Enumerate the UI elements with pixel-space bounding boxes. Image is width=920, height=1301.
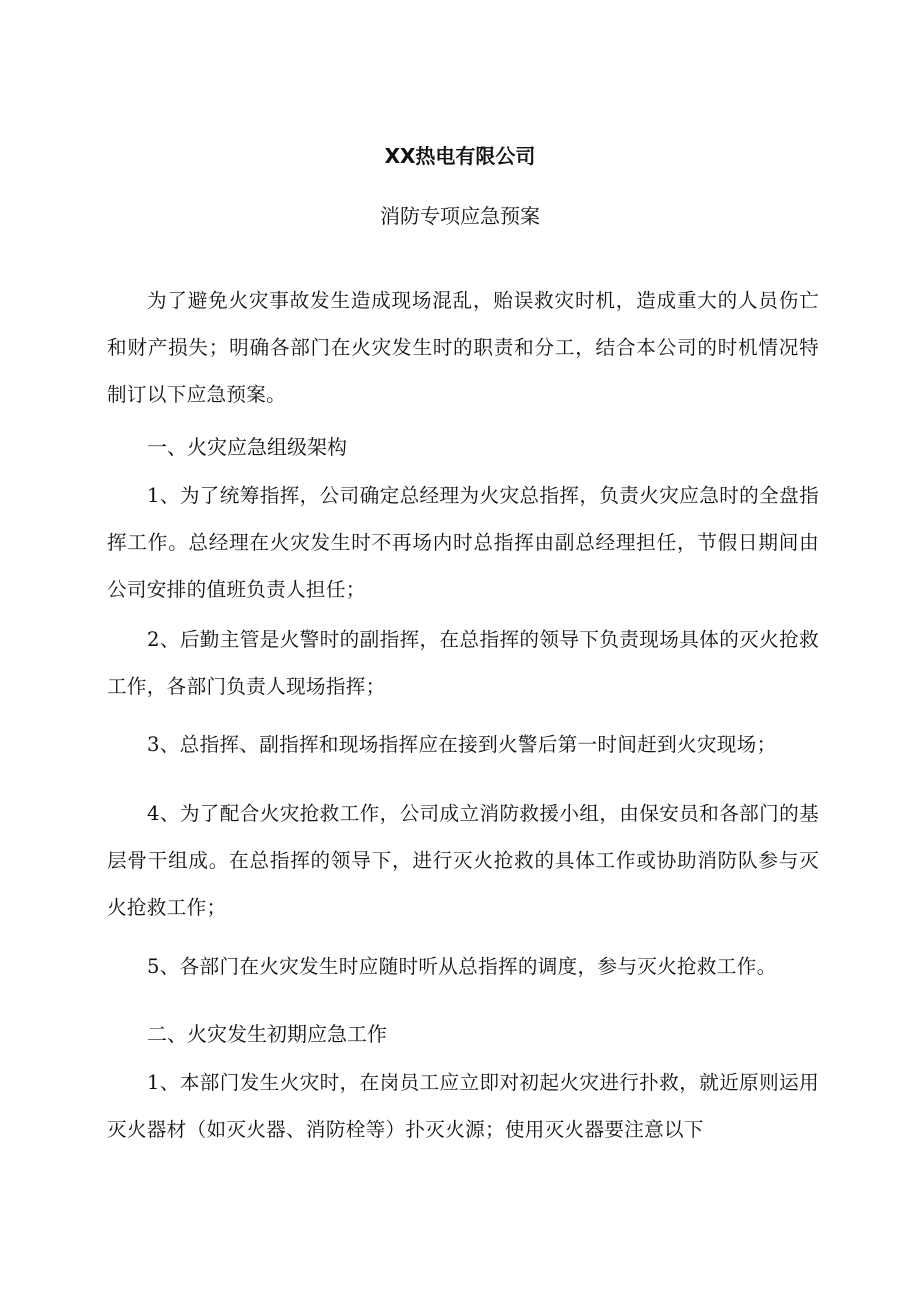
section-1-item-1: 1、为了统筹指挥，公司确定总经理为火灾总指挥，负责火灾应急时的全盘指挥工作。总经理在火灾发生时不再场内时总指挥由副总经理担任，节假日期间由公司安排的值班负责人担任； [107, 484, 819, 601]
plan-title: 消防专项应急预案 [380, 204, 540, 228]
intro-paragraph: 为了避免火灾事故发生造成现场混乱，贻误救灾时机，造成重大的人员伤亡和财产损失；明确各部门在火灾发生时的职责和分工，结合本公司的时机情况特制订以下应急预案。 [107, 289, 819, 406]
company-title: XX热电有限公司 [384, 144, 536, 168]
section-1-heading: 一、火灾应急组级架构 [147, 435, 347, 459]
section-2-item-1: 1、本部门发生火灾时，在岗员工应立即对初起火灾进行扑救，就近原则运用灭火器材（如灭火器、消防栓等）扑灭火源；使用灭火器要注意以下 [107, 1071, 819, 1141]
section-1-item-2: 2、后勤主管是火警时的副指挥，在总指挥的领导下负责现场具体的灭火抢救工作，各部门负责人现场指挥； [107, 628, 819, 698]
section-1-item-3: 3、总指挥、副指挥和现场指挥应在接到火警后第一时间赶到火灾现场； [147, 733, 777, 756]
section-1-item-5: 5、各部门在火灾发生时应随时听从总指挥的调度，参与灭火抢救工作。 [147, 955, 777, 978]
section-1-item-4: 4、为了配合火灾抢救工作，公司成立消防救援小组，由保安员和各部门的基层骨干组成。在总指挥的领导下，进行灭火抢救的具体工作或协助消防队参与灭火抢救工作； [107, 802, 819, 919]
section-2-heading: 二、火灾发生初期应急工作 [147, 1022, 387, 1046]
